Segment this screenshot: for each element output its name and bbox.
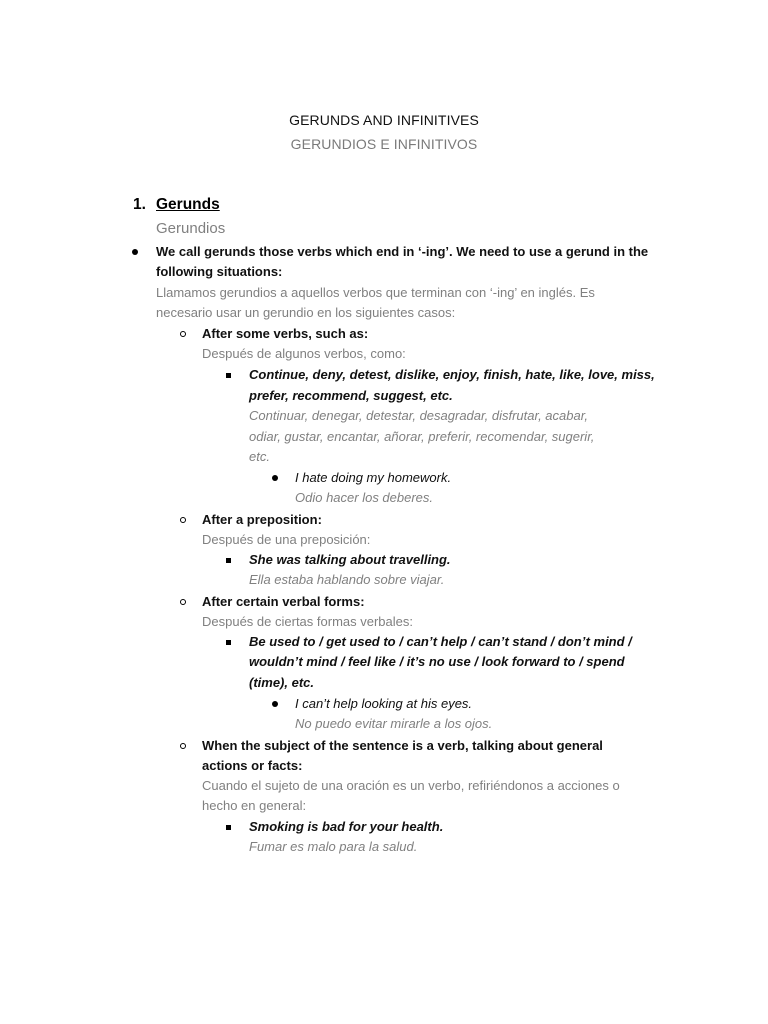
case4-example-es: Fumar es malo para la salud. <box>249 839 418 854</box>
case3-example-es: No puedo evitar mirarle a los ojos. <box>295 716 493 731</box>
case1-verbs-es-2: odiar, gustar, encantar, añorar, preferir, recomendar, sugerir, <box>249 429 595 444</box>
case3-forms-3: (time), etc. <box>249 675 315 690</box>
bullet-dot-icon <box>132 249 138 255</box>
document-title: GERUNDS AND INFINITIVES <box>289 112 479 128</box>
case3-label-es: Después de ciertas formas verbales: <box>202 614 413 629</box>
case3-forms-1: Be used to / get used to / can’t help / can’t stand / don’t mind / <box>249 634 632 649</box>
circle-bullet-icon <box>180 517 186 523</box>
case4-label-es-2: hecho en general: <box>202 798 307 813</box>
case3-example-en: I can’t help looking at his eyes. <box>295 696 473 711</box>
section-heading <box>156 194 220 216</box>
circle-bullet-icon <box>180 743 186 749</box>
case1-label-es: Después de algunos verbos, como: <box>202 346 406 361</box>
case1-verbs-en-1: Continue, deny, detest, dislike, enjoy, finish, hate, like, love, miss, <box>249 367 655 382</box>
case2-example-en: She was talking about travelling. <box>249 552 451 567</box>
case1-example-es: Odio hacer los deberes. <box>295 490 434 505</box>
square-bullet-icon <box>226 373 231 378</box>
case1-example-en: I hate doing my homework. <box>295 470 452 485</box>
case4-label-1: When the subject of the sentence is a verb, talking about general <box>202 738 603 753</box>
case1-label: After some verbs, such as: <box>202 326 369 341</box>
bullet-dot-icon <box>272 701 278 707</box>
circle-bullet-icon <box>180 599 186 605</box>
case4-example-en: Smoking is bad for your health. <box>249 819 444 834</box>
case4-label-es-1: Cuando el sujeto de una oración es un verbo, refiriéndonos a acciones o <box>202 778 620 793</box>
case1-verbs-es-3: etc. <box>249 449 270 464</box>
square-bullet-icon <box>226 825 231 830</box>
case2-label: After a preposition: <box>202 512 322 527</box>
case2-label-es: Después de una preposición: <box>202 532 371 547</box>
case2-example-es: Ella estaba hablando sobre viajar. <box>249 572 445 587</box>
intro-en-line-1: We call gerunds those verbs which end in ‘-ing’. We need to use a gerund in the <box>156 244 649 259</box>
document-subtitle: GERUNDIOS E INFINITIVOS <box>290 136 478 152</box>
section-heading-es: Gerundios <box>156 220 226 237</box>
section-heading-text: Gerunds <box>156 196 220 213</box>
case3-label: After certain verbal forms: <box>202 594 365 609</box>
case1-verbs-en-2: prefer, recommend, suggest, etc. <box>249 388 453 403</box>
case3-forms-2: wouldn’t mind / feel like / it’s no use / look forward to / spend <box>249 654 625 669</box>
bullet-dot-icon <box>272 475 278 481</box>
intro-en-line-2: following situations: <box>156 264 283 279</box>
case1-verbs-es-1: Continuar, denegar, detestar, desagradar, disfrutar, acabar, <box>249 408 588 423</box>
case4-label-2: actions or facts: <box>202 758 303 773</box>
square-bullet-icon <box>226 640 231 645</box>
section-number: 1. <box>133 196 146 213</box>
intro-es-line-2: necesario usar un gerundio en los siguientes casos: <box>156 305 456 320</box>
circle-bullet-icon <box>180 331 186 337</box>
square-bullet-icon <box>226 558 231 563</box>
intro-es-line-1: Llamamos gerundios a aquellos verbos que terminan con ‘-ing’ en inglés. Es <box>156 285 595 300</box>
